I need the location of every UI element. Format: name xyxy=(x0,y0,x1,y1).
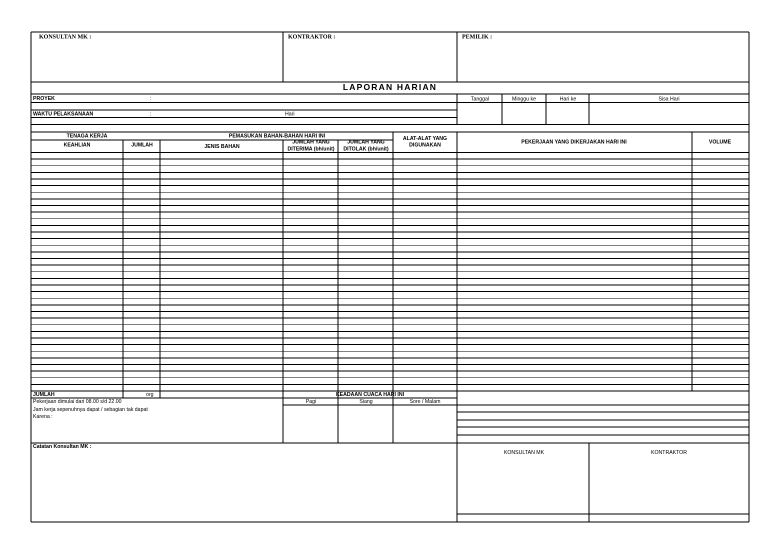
jumlah-total-label: JUMLAH xyxy=(33,392,55,398)
ditolak-header-line1: JUMLAH YANG xyxy=(347,139,385,146)
diterima-header-line1: JUMLAH YANG xyxy=(292,139,330,146)
kontraktor-label: KONTRAKTOR : xyxy=(288,34,336,41)
catatan-konsultan-label: Catatan Konsultan MK : xyxy=(33,444,92,450)
jenis-bahan-header: JENIS BAHAN xyxy=(204,144,240,150)
jumlah-header: JUMLAH xyxy=(131,142,153,149)
signature-konsultan-mk: KONSULTAN MK xyxy=(503,450,545,456)
minggu-ke-label: Minggu ke xyxy=(512,96,536,103)
waktu-pelaksanaan-label: WAKTU PELAKSANAAN xyxy=(33,111,94,118)
keahlian-header: KEAHLIAN xyxy=(63,142,91,149)
pekerjaan-header: PEKERJAAN YANG DIKERJAKAN HARI INI xyxy=(521,139,627,146)
alat-header-line2: DIGUNAKAN xyxy=(409,142,441,149)
cuaca-pagi: Pagi xyxy=(305,399,317,405)
report-title: LAPORAN HARIAN xyxy=(342,82,438,92)
cuaca-sore: Sore / Malam xyxy=(409,399,441,405)
hari-unit: Hari xyxy=(285,111,295,118)
org-label: org xyxy=(146,392,154,398)
signature-kontraktor: KONTRAKTOR xyxy=(651,450,687,456)
konsultan-mk-label: KONSULTAN MK : xyxy=(39,34,92,41)
cuaca-siang: Siang xyxy=(359,399,373,405)
volume-header: VOLUME xyxy=(708,139,732,146)
cuaca-title: KEADAAN CUACA HARI INI xyxy=(335,392,405,398)
tenaga-kerja-header: TENAGA KERJA xyxy=(66,133,108,140)
proyek-colon: : xyxy=(150,96,152,102)
diterima-header-line2: DITERIMA (bh/unit) xyxy=(287,146,335,153)
tanggal-label: Tanggal xyxy=(470,96,490,103)
sisa-hari-label: Sisa Hari xyxy=(658,96,680,103)
jam-kerja-note: Jam kerja sepenuhnya dapat / sebagian tak dapat xyxy=(33,407,148,413)
pekerjaan-dimulai-note: Pekerjaan dimulai dari 08.00 s/d 22.00 xyxy=(33,399,122,405)
ditolak-header-line2: DITOLAK (bh/unit) xyxy=(343,146,389,153)
hari-ke-label: Hari ke xyxy=(559,96,577,103)
proyek-label: PROYEK xyxy=(33,96,55,102)
pemilik-label: PEMILIK : xyxy=(462,34,493,41)
karena-label: Karena : xyxy=(33,414,53,420)
waktu-colon: : xyxy=(150,111,152,118)
alat-header-line1: ALAT-ALAT YANG xyxy=(402,136,448,142)
pemasukan-bahan-header: PEMASUKAN BAHAN-BAHAN HARI INI xyxy=(228,133,326,140)
